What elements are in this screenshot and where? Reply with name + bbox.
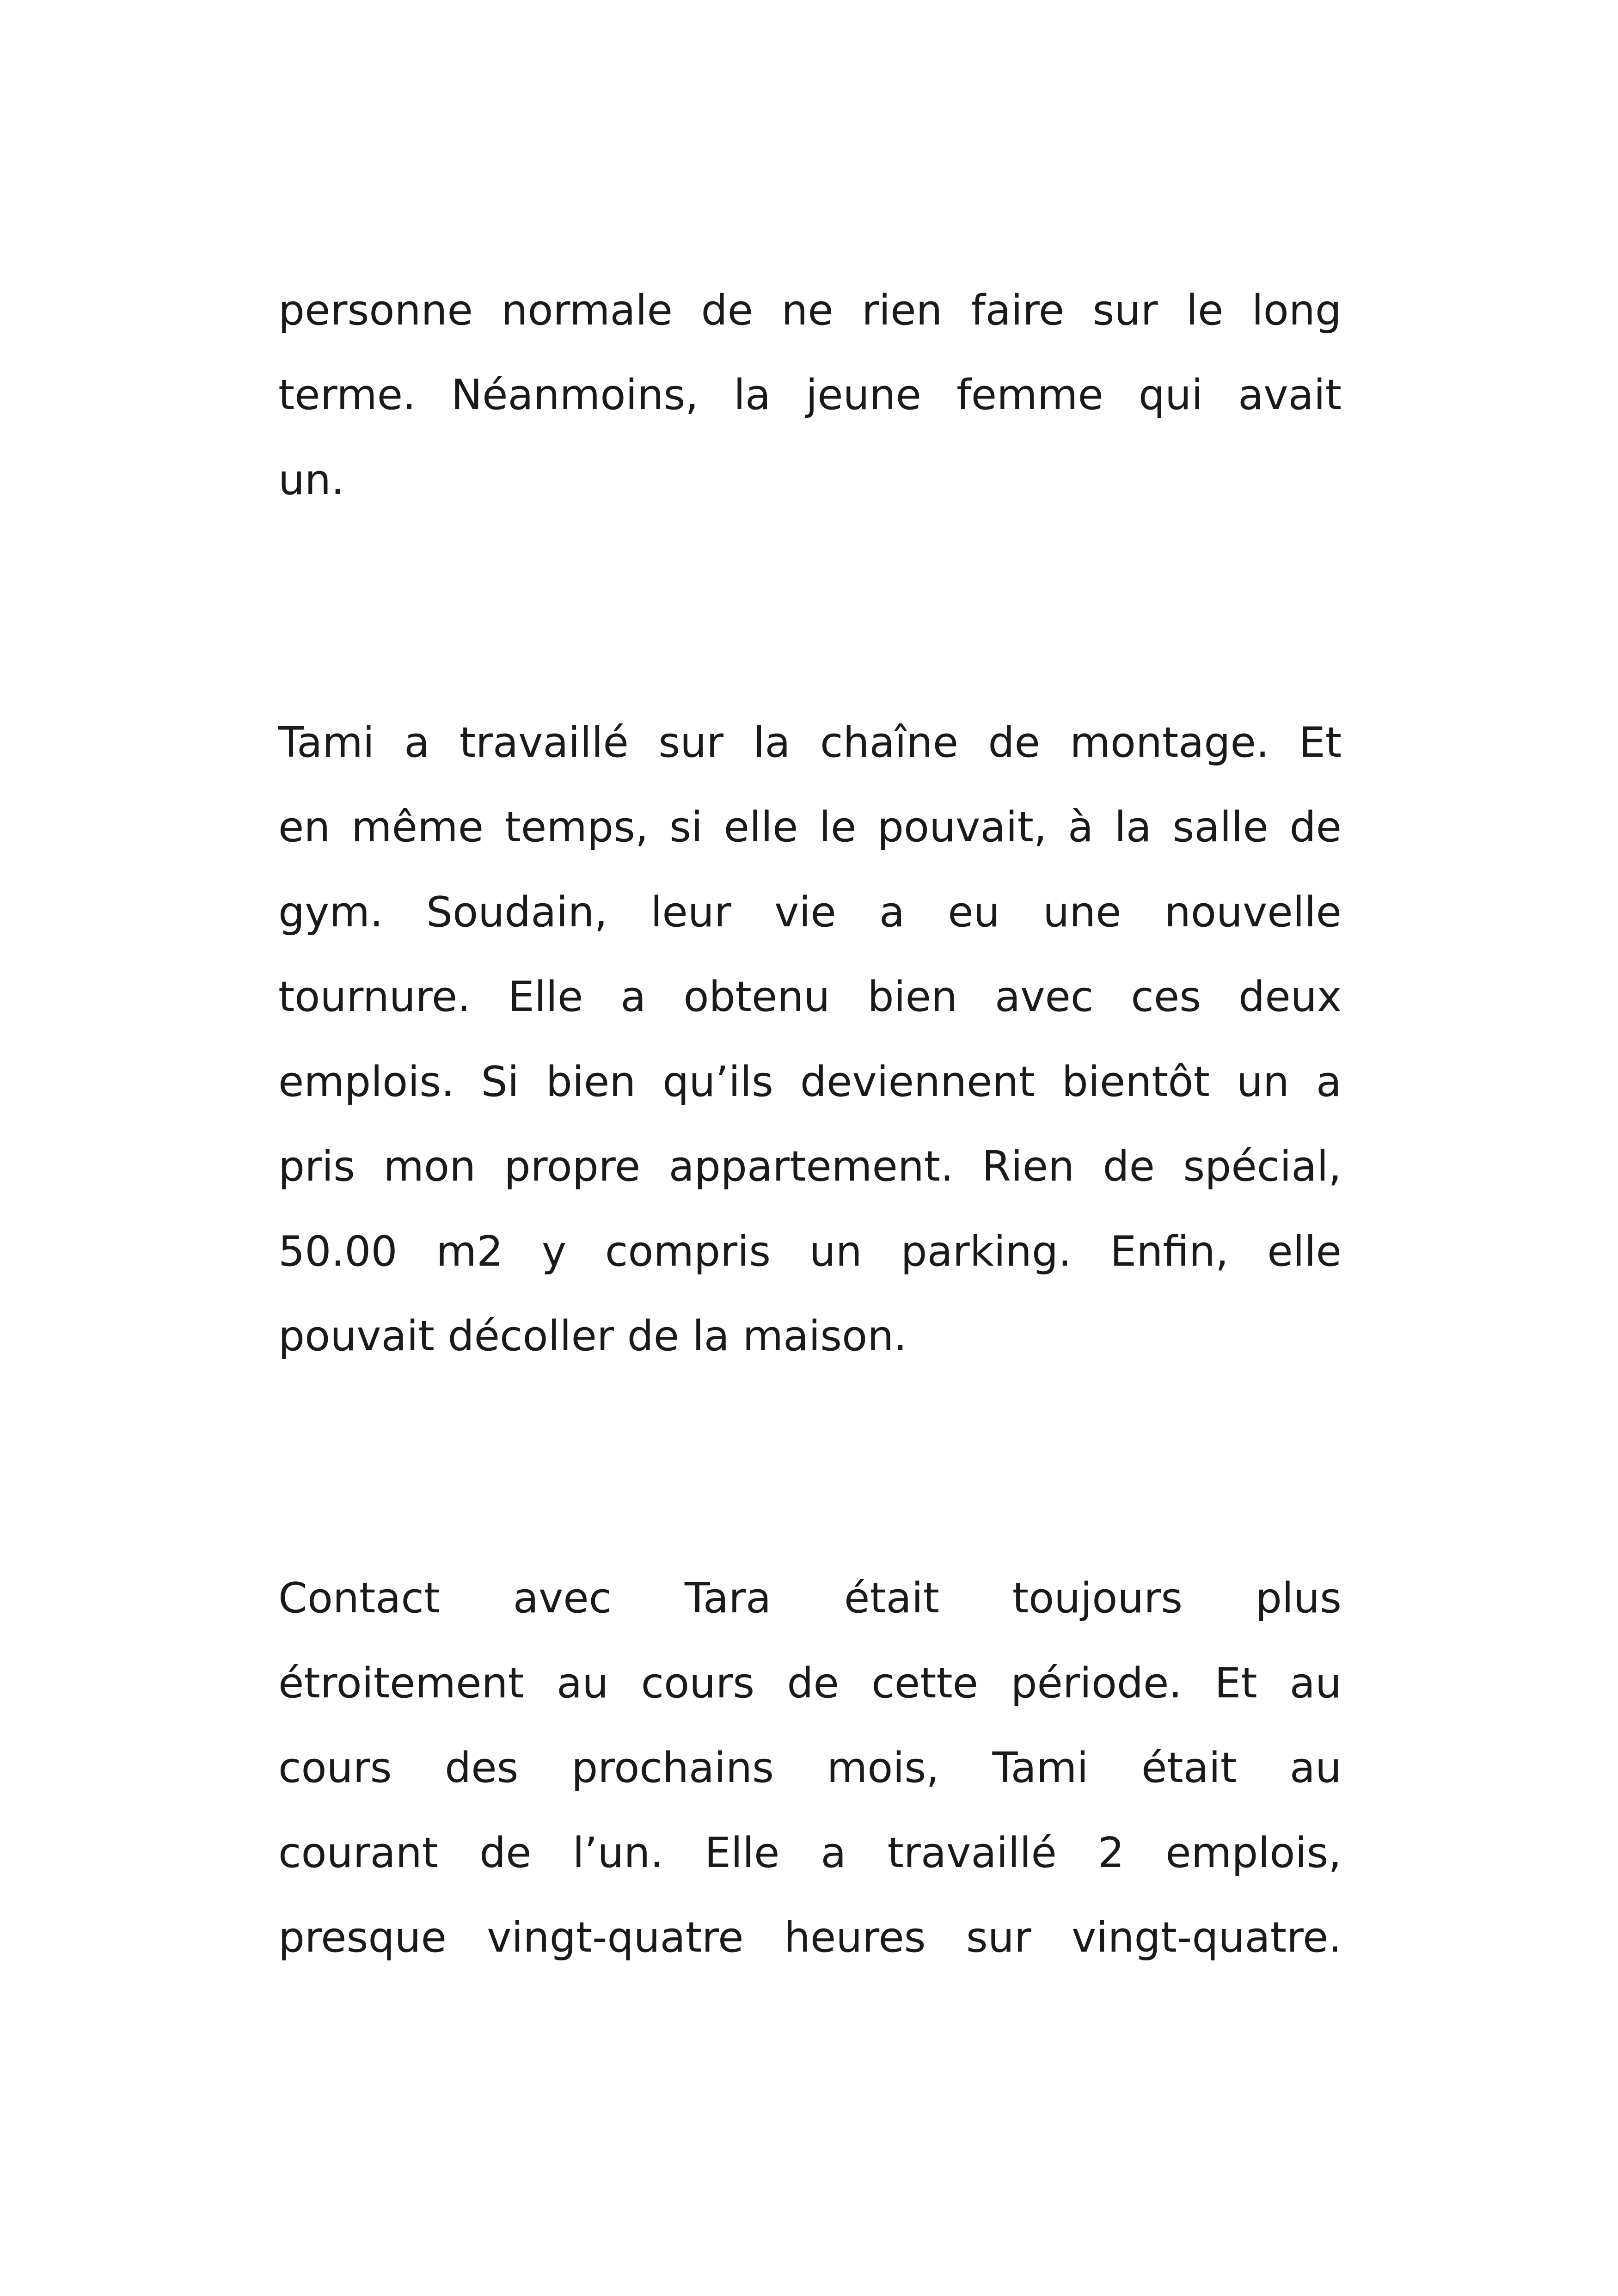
text-line: pouvait décoller de la maison.	[278, 1312, 907, 1360]
text-line: presque vingt-quatre heures sur vingt-quatre.	[278, 1913, 1342, 1962]
text-line: pris mon propre appartement. Rien de spécial,	[278, 1142, 1342, 1191]
text-line: Contact avec Tara était toujours plus	[278, 1574, 1342, 1623]
text-line: Tami a travaillé sur la chaîne de montage. Et	[278, 718, 1342, 767]
text-line: un.	[278, 456, 344, 504]
text-line: emplois. Si bien qu’ils deviennent bientôt un a	[278, 1058, 1342, 1106]
text-line: étroitement au cours de cette période. Et au	[278, 1659, 1342, 1708]
text-line: en même temps, si elle le pouvait, à la salle de	[278, 803, 1342, 851]
text-line: gym. Soudain, leur vie a eu une nouvelle	[278, 888, 1342, 937]
text-line: cours des prochains mois, Tami était au	[278, 1744, 1342, 1792]
text-line: terme. Néanmoins, la jeune femme qui avait	[278, 371, 1342, 419]
text-line: courant de l’un. Elle a travaillé 2 emplois,	[278, 1829, 1342, 1877]
text-line: personne normale de ne rien faire sur le long	[278, 286, 1342, 335]
text-line: 50.00 m2 y compris un parking. Enfin, elle	[278, 1227, 1342, 1276]
text-line: tournure. Elle a obtenu bien avec ces deux	[278, 973, 1342, 1021]
